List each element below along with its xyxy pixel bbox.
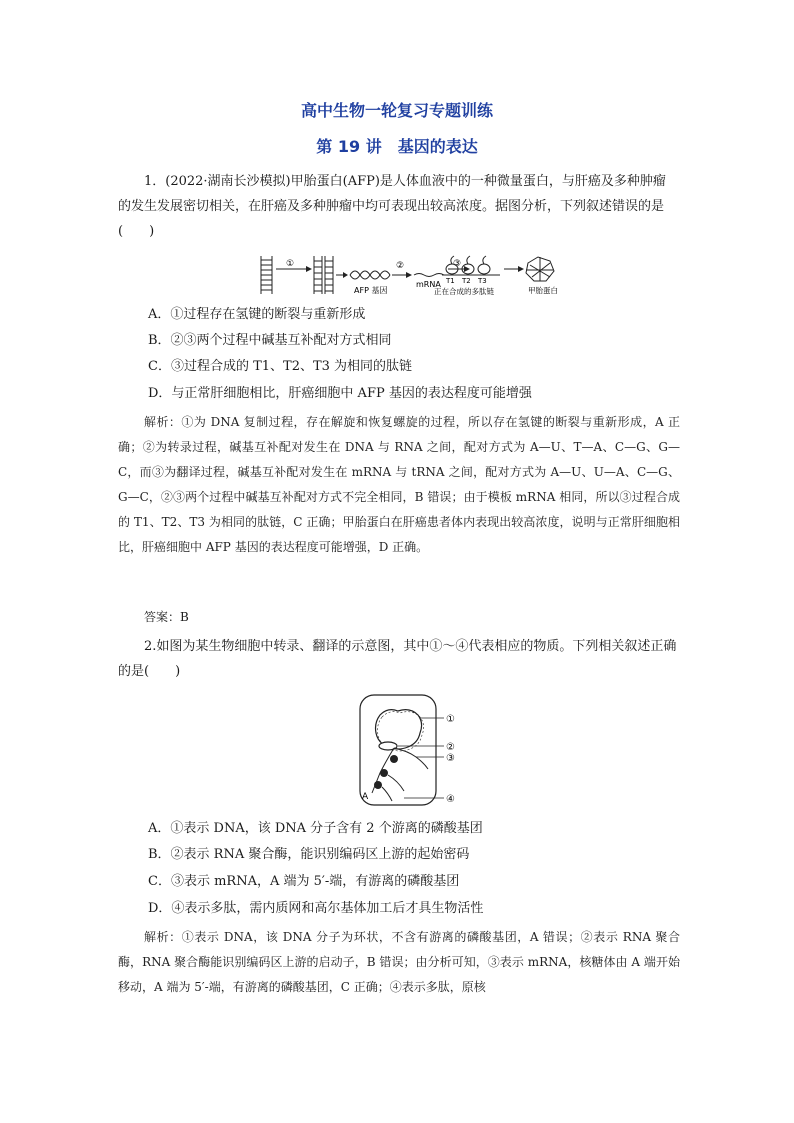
afp-protein-icon [526,257,554,281]
q1-option-c: C．③过程合成的 T1、T2、T3 为相同的肽链 [148,359,413,374]
step-3-label: ③ [453,259,462,269]
afp-protein-label: 甲胎蛋白 [528,286,558,295]
end-a-label: A [362,792,369,802]
ribosome-chains [442,256,500,275]
t1-label: T1 [446,277,455,285]
figure-2-transcription-translation [358,693,464,809]
dna-double-strand [261,256,272,294]
q2-explanation: 解析：①表示 DNA，该 DNA 分子为环状，不含有游离的磷酸基团，A 错误；②表示 RNA 聚合酶，RNA 聚合酶能识别编码区上游的启动子，B 错误；由分析可知，③表示 mRNA，核糖体由 A 端开始移动，A 端为 5′-端，有游离的磷酸基团，C 正确；④表示多肽，原核 [118,930,680,994]
polypeptide [388,775,404,791]
marker-2: ② [446,742,455,753]
question-2-stem: 2.如图为某生物细胞中转录、翻译的示意图，其中①～④代表相应的物质。下列相关叙述正确的是( ) [118,639,677,679]
afp-gene-label: AFP 基因 [354,286,388,295]
marker-3: ③ [446,753,455,764]
mrna [394,748,428,769]
question-1-stem: 1．(2022·湖南长沙模拟)甲胎蛋白(AFP)是人体血液中的一种微量蛋白，与肝癌及多种肿瘤的发生发展密切相关，在肝癌及多种肿瘤中均可表现出较高浓度。据图分析，下列叙述错误的是( ) [118,174,666,239]
mrna-label: mRNA [416,280,441,289]
marker-1: ① [446,714,455,725]
ribosome-1 [390,755,398,763]
figure-1-afp-expression [260,253,560,299]
t2-label: T2 [462,277,471,285]
step-1-label: ① [286,259,295,269]
lesson-title: 第 19 讲 基因的表达 [316,137,478,156]
t3-label: T3 [478,277,487,285]
q2-option-a: A．①表示 DNA，该 DNA 分子含有 2 个游离的磷酸基团 [148,821,483,836]
q2-option-b: B．②表示 RNA 聚合酶，能识别编码区上游的起始密码 [148,847,470,862]
q1-explanation: 解析：①为 DNA 复制过程，存在解旋和恢复螺旋的过程，所以存在氢键的断裂与重新形成，A 正确；②为转录过程，碱基互补配对发生在 DNA 与 RNA 之间，配对方式为 A—U、T—A、C—G、G—C，而③为翻译过程，碱基互补配对发生在 mRNA 与 tRNA 之间，配对方式为 A—U、U—A、C—G、G—C，②③两个过程中碱基互补配对方式不完全相同，B 错误；由于模板 mRNA 相同，所以③过程合成的 T1、T2、T3 为相同的肽链，C 正确；甲胎蛋白在肝癌患者体内表现出较高浓度，说明与正常肝细胞相比，肝癌细胞中 AFP 基因的表达程度可能增强，D 正确。 [118,415,680,554]
q2-option-d: D．④表示多肽，需内质网和高尔基体加工后才具生物活性 [148,901,484,916]
q1-option-a: A．①过程存在氢键的断裂与重新形成 [148,307,366,322]
ribosome-3 [374,781,382,789]
replicated-dna [314,256,333,294]
q1-answer: 答案：B [144,610,189,624]
nascent-chains-label: 正在合成的多肽链 [434,287,494,296]
q1-option-b: B．②③两个过程中碱基互补配对方式相同 [148,333,392,348]
mrna-strand [414,274,444,277]
rna-polymerase [379,742,397,750]
marker-4: ④ [446,794,455,805]
step-2-label: ② [396,261,405,271]
ribosome-2 [380,769,388,777]
q2-option-c: C．③表示 mRNA，A 端为 5′-端，有游离的磷酸基团 [148,874,460,889]
q1-option-d: D．与正常肝细胞相比，肝癌细胞中 AFP 基因的表达程度可能增强 [148,386,532,401]
page-title: 高中生物一轮复习专题训练 [300,101,493,120]
